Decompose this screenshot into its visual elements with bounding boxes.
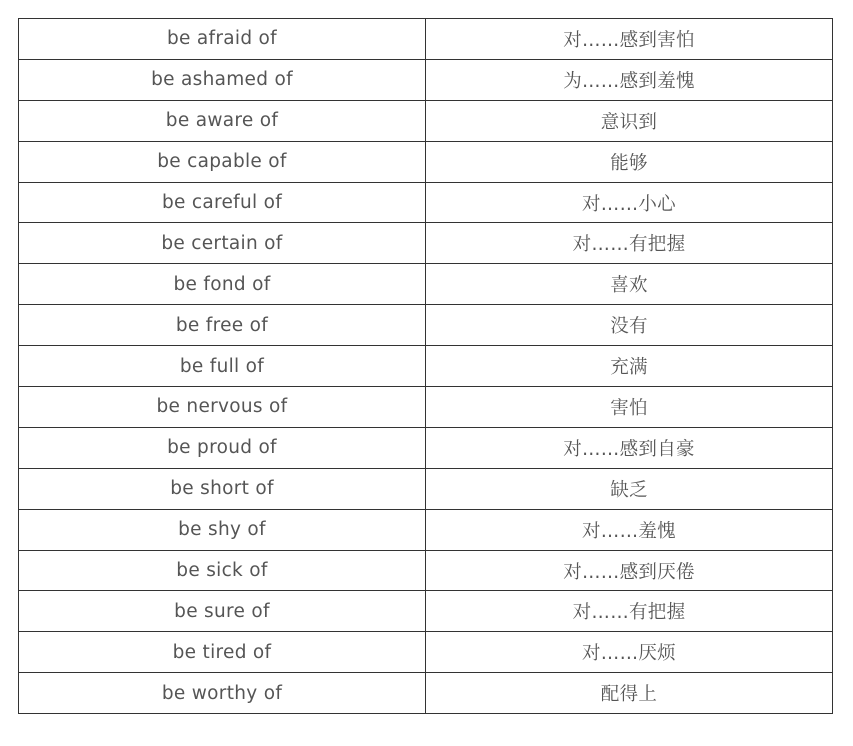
meaning-cell: 对……小心 xyxy=(426,182,833,223)
phrase-table-body xyxy=(19,19,833,714)
table-row xyxy=(19,182,833,223)
meaning-cell: 对……厌烦 xyxy=(426,632,833,673)
table-row xyxy=(19,305,833,346)
phrase-cell: be ashamed of xyxy=(19,59,426,100)
phrase-cell: be capable of xyxy=(19,141,426,182)
phrase-cell: be free of xyxy=(19,305,426,346)
meaning-cell: 为……感到羞愧 xyxy=(426,59,833,100)
meaning-cell: 对……有把握 xyxy=(426,591,833,632)
meaning-cell: 配得上 xyxy=(426,673,833,714)
phrase-table xyxy=(18,18,833,714)
phrase-cell: be fond of xyxy=(19,264,426,305)
phrase-cell: be careful of xyxy=(19,182,426,223)
phrase-cell: be certain of xyxy=(19,223,426,264)
meaning-cell: 对……感到自豪 xyxy=(426,427,833,468)
table-row xyxy=(19,346,833,387)
meaning-cell: 能够 xyxy=(426,141,833,182)
table-row xyxy=(19,141,833,182)
meaning-cell: 对……感到厌倦 xyxy=(426,550,833,591)
phrase-cell: be tired of xyxy=(19,632,426,673)
phrase-cell: be full of xyxy=(19,346,426,387)
meaning-cell: 对……感到害怕 xyxy=(426,19,833,60)
table-row xyxy=(19,264,833,305)
table-row xyxy=(19,632,833,673)
phrase-cell: be proud of xyxy=(19,427,426,468)
table-row xyxy=(19,673,833,714)
table-row xyxy=(19,223,833,264)
table-row xyxy=(19,550,833,591)
table-row xyxy=(19,100,833,141)
phrase-table-container xyxy=(18,18,832,714)
table-row xyxy=(19,59,833,100)
phrase-cell: be shy of xyxy=(19,509,426,550)
phrase-cell: be afraid of xyxy=(19,19,426,60)
meaning-cell: 没有 xyxy=(426,305,833,346)
table-row xyxy=(19,509,833,550)
meaning-cell: 对……有把握 xyxy=(426,223,833,264)
table-row xyxy=(19,427,833,468)
phrase-cell: be nervous of xyxy=(19,387,426,428)
meaning-cell: 喜欢 xyxy=(426,264,833,305)
meaning-cell: 缺乏 xyxy=(426,468,833,509)
phrase-cell: be sick of xyxy=(19,550,426,591)
table-row xyxy=(19,468,833,509)
meaning-cell: 害怕 xyxy=(426,387,833,428)
meaning-cell: 充满 xyxy=(426,346,833,387)
phrase-cell: be aware of xyxy=(19,100,426,141)
meaning-cell: 意识到 xyxy=(426,100,833,141)
phrase-cell: be short of xyxy=(19,468,426,509)
phrase-cell: be sure of xyxy=(19,591,426,632)
phrase-cell: be worthy of xyxy=(19,673,426,714)
table-row xyxy=(19,591,833,632)
meaning-cell: 对……羞愧 xyxy=(426,509,833,550)
table-row xyxy=(19,19,833,60)
table-row xyxy=(19,387,833,428)
